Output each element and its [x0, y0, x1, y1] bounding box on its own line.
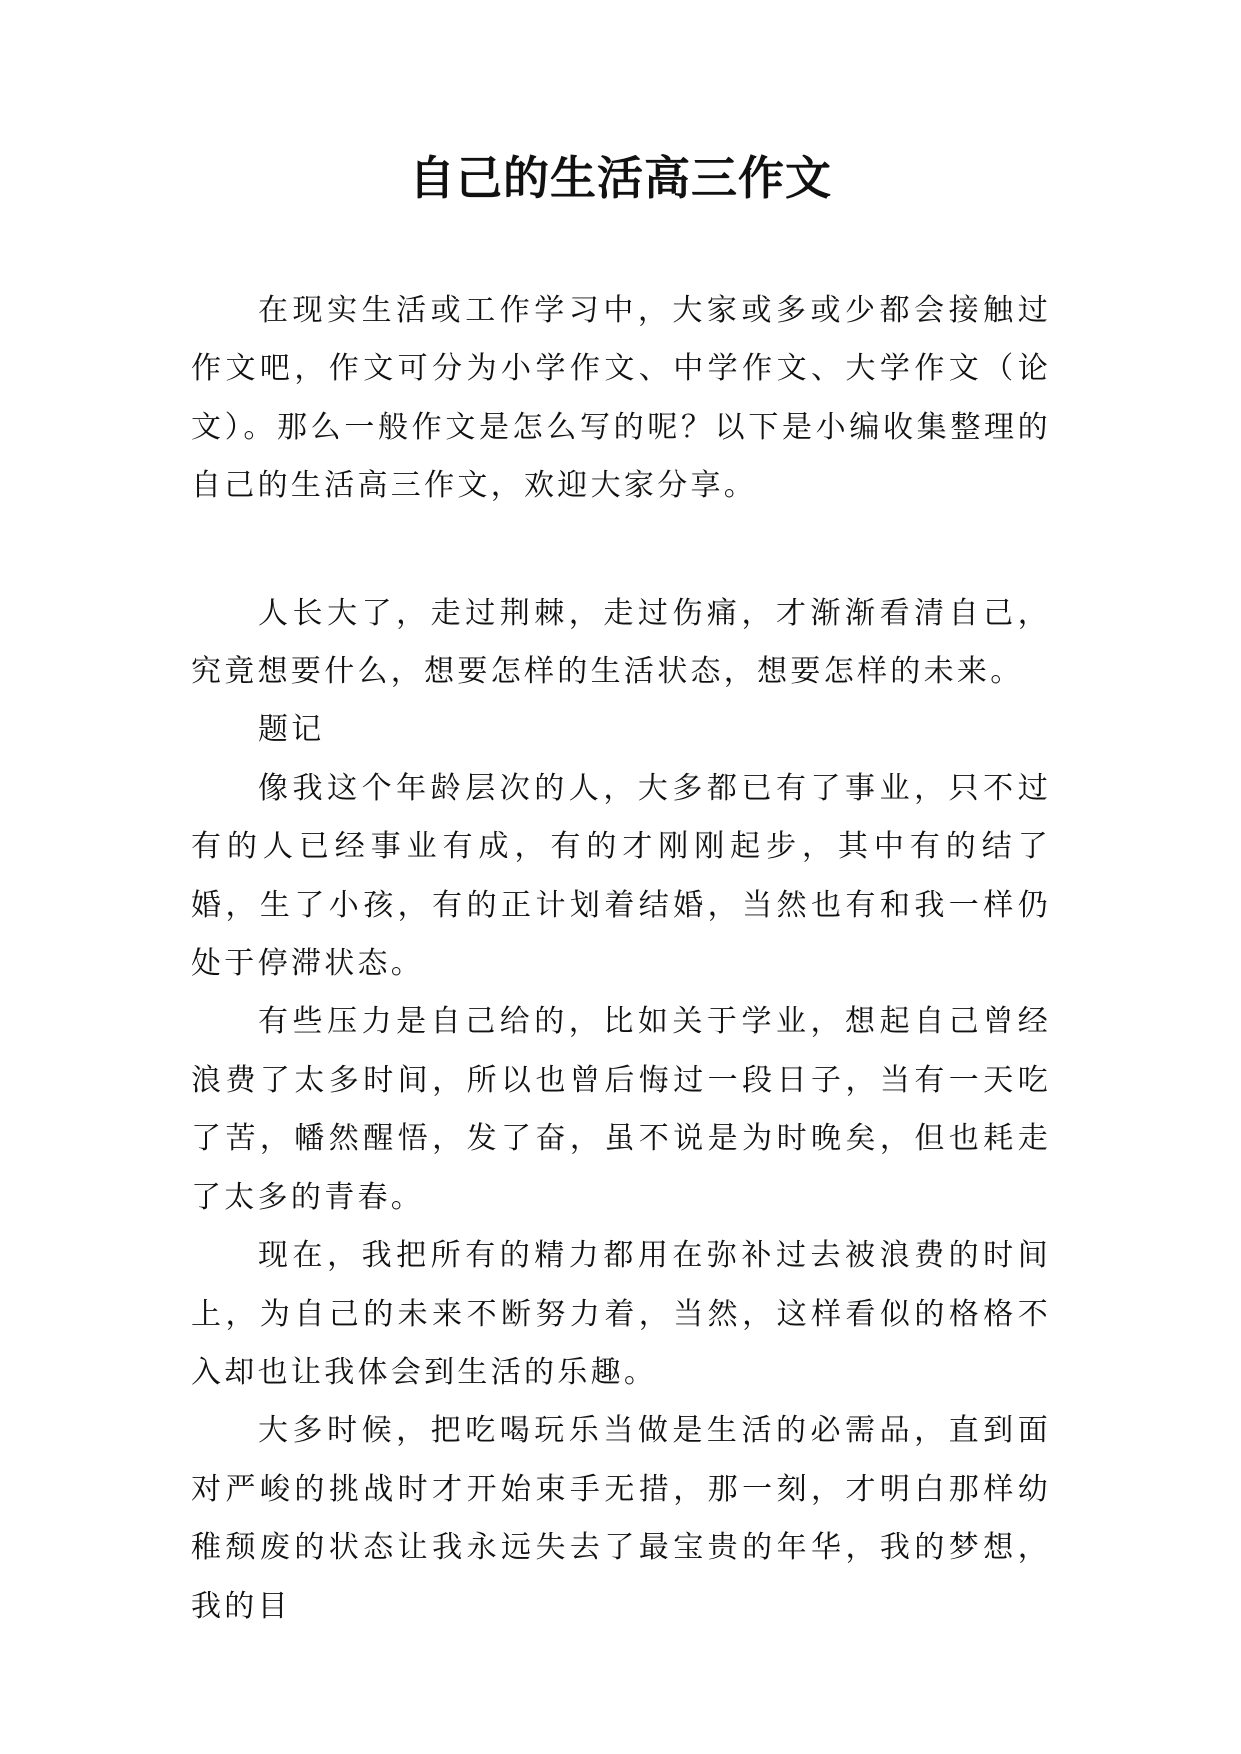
- document-title: 自己的生活高三作文: [409, 151, 832, 205]
- paragraph: 像我这个年龄层次的人，大多都已有了事业，只不过有的人已经事业有成，有的才刚刚起步，其中有的结了婚，生了小孩，有的正计划着结婚，当然也有和我一样仍处于停滞状态。: [191, 770, 1051, 982]
- paragraph: 大多时候，把吃喝玩乐当做是生活的必需品，直到面对严峻的挑战时才开始束手无措，那一刻，才明白那样幼稚颓废的状态让我永远失去了最宝贵的年华，我的梦想，我的目: [191, 1413, 1051, 1624]
- paragraph-epigraph-label: 题记: [258, 712, 325, 748]
- document-body: [191, 282, 1051, 1636]
- paragraph: 现在，我把所有的精力都用在弥补过去被浪费的时间上，为自己的未来不断努力着，当然，这样看似的格格不入却也让我体会到生活的乐趣。: [191, 1238, 1051, 1390]
- paragraph-intro: 在现实生活或工作学习中，大家或多或少都会接触过作文吧，作文可分为小学作文、中学作文、大学作文（论文）。那么一般作文是怎么写的呢？以下是小编收集整理的自己的生活高三作文，欢迎大家分享。: [191, 293, 1051, 504]
- paragraph-epigraph: 人长大了，走过荆棘，走过伤痛，才渐渐看清自己，究竟想要什么，想要怎样的生活状态，想要怎样的未来。: [191, 595, 1051, 690]
- paragraph: 有些压力是自己给的，比如关于学业，想起自己曾经浪费了太多时间，所以也曾后悔过一段日子，当有一天吃了苦，幡然醒悟，发了奋，虽不说是为时晚矣，但也耗走了太多的青春。: [191, 1004, 1051, 1215]
